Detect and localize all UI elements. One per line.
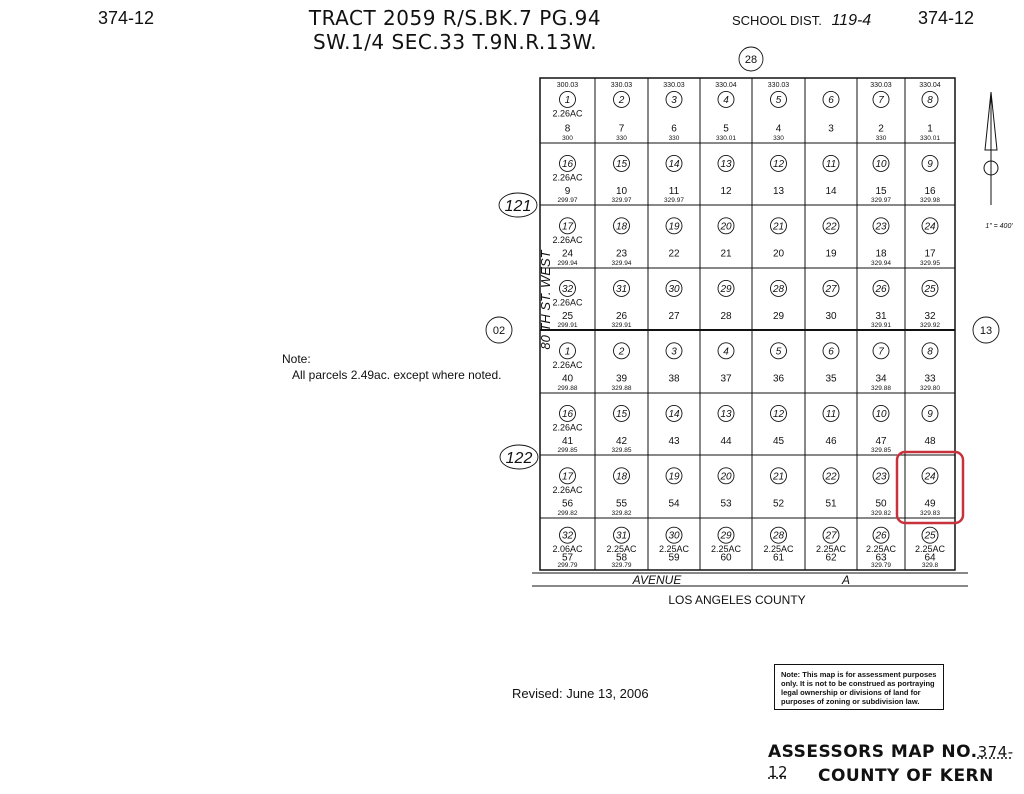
parcel-grid (540, 78, 963, 570)
parcel-number: 22 (825, 221, 837, 233)
parcel-number: 24 (924, 471, 936, 483)
parcel-number: 27 (825, 530, 837, 542)
parcel-number: 15 (615, 158, 628, 170)
map-frame (540, 78, 955, 570)
parcel-number: 21 (772, 221, 785, 233)
lot-number: 27 (668, 310, 680, 322)
parcel-acreage: 2.26AC (552, 297, 583, 308)
parcel-number: 11 (825, 158, 837, 170)
parcel-number: 6 (828, 346, 834, 358)
lot-dimension: 329.97 (871, 197, 891, 204)
lot-dimension: 329.85 (611, 447, 632, 454)
parcel-number: 29 (720, 283, 732, 295)
top-dimension: 330.03 (663, 82, 685, 89)
adjacent-map-left-upper-label: 121 (504, 198, 532, 215)
lot-number: 38 (668, 373, 680, 385)
lot-number: 22 (668, 248, 680, 260)
lot-number: 55 (615, 498, 628, 510)
parcel-number: 20 (720, 471, 732, 483)
lot-number: 63 (875, 552, 887, 564)
lot-number: 17 (924, 248, 936, 260)
lot-dimension: 300 (562, 135, 573, 142)
adjacent-map-left-upper (499, 193, 537, 217)
parcel-number: 21 (772, 471, 785, 483)
revised-date: Revised: June 13, 2006 (512, 686, 649, 701)
lot-dimension: 330.01 (920, 135, 940, 142)
school-district-label: SCHOOL DIST. (732, 13, 822, 28)
parcel-number: 14 (668, 408, 680, 420)
lot-number: 36 (772, 373, 785, 385)
parcel-number: 31 (615, 283, 628, 295)
lot-number: 7 (618, 123, 625, 135)
lot-dimension: 329.88 (871, 385, 891, 392)
lot-number: 10 (615, 185, 628, 197)
lot-dimension: 299.97 (557, 197, 578, 204)
lot-number: 62 (825, 552, 837, 564)
lot-dimension: 329.8 (921, 562, 939, 569)
adjacent-map-top (739, 47, 763, 71)
parcel-number: 20 (720, 221, 732, 233)
parcel-number: 16 (561, 158, 574, 170)
lot-number: 16 (924, 185, 936, 197)
lot-number: 30 (825, 310, 837, 322)
parcel-number: 1 (564, 346, 571, 358)
parcel-number: 17 (561, 221, 574, 233)
top-dimension: 330.04 (919, 82, 941, 89)
lot-dimension: 329.80 (920, 385, 940, 392)
lot-number: 53 (720, 498, 732, 510)
lot-number: 39 (615, 373, 628, 385)
top-dimension: 330.04 (715, 82, 737, 89)
lot-number: 2 (878, 123, 884, 135)
lot-number: 45 (772, 435, 785, 447)
parcel-acreage: 2.26AC (552, 234, 583, 245)
parcel-acreage: 2.25AC (815, 544, 847, 555)
parcel-acreage: 2.25AC (914, 544, 946, 555)
parcel-number: 8 (927, 94, 933, 106)
lot-number: 12 (720, 185, 732, 197)
lot-number: 15 (875, 185, 887, 197)
parcel-number: 1 (564, 94, 571, 106)
parcel-number: 19 (668, 471, 680, 483)
lot-number: 24 (561, 248, 574, 260)
parcel-acreage: 2.26AC (552, 359, 583, 370)
lot-dimension: 299.88 (557, 385, 578, 392)
lot-number: 21 (720, 248, 732, 260)
street-label-west: 80 TH ST. WEST (538, 250, 553, 350)
parcel-number: 26 (875, 283, 887, 295)
parcel-number: 10 (875, 408, 887, 420)
parcel-acreage: 2.25AC (658, 544, 690, 555)
lot-number: 9 (564, 185, 571, 197)
note-heading: Note: (282, 352, 311, 366)
lot-dimension: 329.94 (611, 260, 632, 267)
parcel-number: 24 (924, 221, 936, 233)
lot-number: 50 (875, 498, 887, 510)
parcel-number: 31 (615, 530, 628, 542)
lot-dimension: 329.97 (664, 197, 684, 204)
parcel-acreage: 2.26AC (552, 172, 583, 183)
lot-dimension: 329.98 (920, 197, 940, 204)
lot-number: 1 (927, 123, 933, 135)
lot-dimension: 330 (875, 135, 887, 142)
parcel-number: 17 (561, 471, 574, 483)
parcel-number: 32 (561, 283, 574, 295)
adjacent-map-east (973, 317, 999, 343)
lot-number: 31 (875, 310, 887, 322)
parcel-number: 13 (720, 408, 732, 420)
top-dimension: 330.03 (610, 82, 633, 89)
top-dimension: 330.03 (870, 82, 892, 89)
parcel-acreage: 2.25AC (763, 544, 794, 555)
parcel-acreage: 2.06AC (552, 544, 583, 555)
north-arrow (984, 92, 1013, 230)
parcel-number: 28 (772, 283, 785, 295)
lot-dimension: 329.92 (920, 322, 940, 329)
parcel-number: 9 (927, 158, 933, 170)
lot-dimension: 330 (616, 135, 627, 142)
parcel-number: 22 (825, 471, 837, 483)
map-number-value: 374-12 (768, 743, 1014, 781)
parcel-number: 5 (775, 346, 782, 358)
parcel-number: 25 (924, 530, 936, 542)
lot-number: 42 (615, 435, 628, 447)
lot-dimension: 299.85 (557, 447, 578, 454)
street-label-south: AVENUE (632, 573, 682, 587)
lot-dimension: 329.79 (871, 562, 891, 569)
adjacent-map-west (486, 317, 512, 343)
top-dimension: 330.03 (767, 82, 790, 89)
parcel-number: 12 (772, 158, 785, 170)
lot-number: 32 (924, 310, 936, 322)
lot-number: 25 (561, 310, 574, 322)
lot-dimension: 299.94 (557, 260, 578, 267)
parcel-number: 30 (668, 530, 680, 542)
parcel-number: 26 (875, 530, 887, 542)
parcel-number: 13 (720, 158, 732, 170)
map-code-right: 374-12 (918, 8, 975, 28)
parcel-number: 12 (772, 408, 785, 420)
parcel-number: 25 (924, 283, 936, 295)
lot-number: 60 (720, 552, 732, 564)
title-line-1: TRACT 2059 R/S.BK.7 PG.94 (308, 6, 602, 30)
parcel-acreage: 2.25AC (606, 544, 637, 555)
lot-dimension: 299.91 (557, 322, 578, 329)
lot-number: 46 (825, 435, 837, 447)
parcel-number: 8 (927, 346, 933, 358)
lot-dimension: 299.79 (557, 562, 578, 569)
disclaimer-box: Note: This map is for assessment purposes only. It is not to be construed as portraying legal ownership or divisions of land for purposes of zoning or subdivision law. (774, 664, 944, 710)
lot-number: 52 (772, 498, 785, 510)
lot-dimension: 329.82 (871, 510, 891, 517)
adjacent-map-west-label: 02 (492, 325, 506, 337)
parcel-acreage: 2.25AC (865, 544, 897, 555)
parcel-number: 7 (878, 346, 884, 358)
lot-dimension: 330 (668, 135, 680, 142)
parcel-number: 18 (615, 471, 628, 483)
adjacent-map-east-label: 13 (979, 325, 993, 337)
lot-number: 28 (720, 310, 732, 322)
county-label-below: LOS ANGELES COUNTY (668, 593, 806, 607)
adjacent-map-left-lower (500, 445, 538, 469)
lot-number: 5 (723, 123, 729, 135)
lot-dimension: 330.01 (716, 135, 736, 142)
map-code-left: 374-12 (98, 8, 155, 28)
lot-number: 8 (564, 123, 571, 135)
lot-number: 64 (924, 552, 936, 564)
parcel-number: 10 (875, 158, 887, 170)
parcel-acreage: 2.26AC (552, 484, 583, 495)
parcel-number: 2 (618, 346, 625, 358)
lot-number: 13 (772, 185, 785, 197)
parcel-acreage: 2.26AC (552, 108, 583, 119)
lot-dimension: 329.85 (871, 447, 891, 454)
lot-number: 23 (615, 248, 628, 260)
street-label-south-suffix: A (841, 573, 851, 587)
lot-dimension: 329.83 (920, 510, 940, 517)
lot-number: 14 (825, 185, 837, 197)
parcel-number: 28 (772, 530, 785, 542)
lot-number: 11 (668, 185, 680, 197)
parcel-number: 3 (671, 346, 677, 358)
parcel-number: 18 (615, 221, 628, 233)
lot-number: 35 (825, 373, 837, 385)
lot-number: 48 (924, 435, 936, 447)
lot-number: 57 (561, 552, 574, 564)
lot-number: 19 (825, 248, 837, 260)
lot-dimension: 329.97 (611, 197, 632, 204)
parcel-number: 23 (875, 221, 887, 233)
lot-dimension: 330 (773, 135, 784, 142)
lot-number: 3 (828, 123, 834, 135)
parcel-number: 5 (775, 94, 782, 106)
lot-number: 59 (668, 552, 680, 564)
lot-number: 58 (615, 552, 628, 564)
parcel-number: 6 (828, 94, 834, 106)
parcel-number: 15 (615, 408, 628, 420)
lot-dimension: 329.79 (611, 562, 632, 569)
parcel-number: 23 (875, 471, 887, 483)
lot-number: 43 (668, 435, 680, 447)
adjacent-map-left-lower-label: 122 (505, 450, 533, 467)
lot-number: 54 (668, 498, 680, 510)
lot-dimension: 329.82 (611, 510, 632, 517)
lot-number: 26 (615, 310, 628, 322)
note-text: All parcels 2.49ac. except where noted. (292, 368, 502, 382)
county-name: COUNTY OF KERN (818, 766, 994, 786)
lot-number: 40 (561, 373, 574, 385)
lot-number: 20 (772, 248, 785, 260)
map-scale: 1" = 400' (985, 223, 1013, 230)
lot-dimension: 329.95 (920, 260, 940, 267)
lot-number: 4 (775, 123, 782, 135)
lot-dimension: 329.94 (871, 260, 891, 267)
parcel-number: 7 (878, 94, 884, 106)
lot-number: 56 (561, 498, 574, 510)
parcel-number: 16 (561, 408, 574, 420)
parcel-number: 14 (668, 158, 680, 170)
parcel-number: 9 (927, 408, 933, 420)
parcel-number: 19 (668, 221, 680, 233)
lot-number: 33 (924, 373, 936, 385)
lot-number: 29 (772, 310, 785, 322)
lot-dimension: 329.91 (611, 322, 632, 329)
parcel-number: 11 (825, 408, 837, 420)
parcel-number: 29 (720, 530, 732, 542)
parcel-number: 3 (671, 94, 677, 106)
lot-dimension: 329.91 (871, 322, 891, 329)
parcel-number: 30 (668, 283, 680, 295)
parcel-number: 27 (825, 283, 837, 295)
parcel-number: 4 (723, 94, 729, 106)
parcel-acreage: 2.25AC (710, 544, 742, 555)
lot-number: 41 (561, 435, 574, 447)
parcel-number: 32 (561, 530, 574, 542)
map-number-label: ASSESSORS MAP NO. (768, 742, 978, 762)
lot-dimension: 299.82 (557, 510, 578, 517)
title-line-2: SW.1/4 SEC.33 T.9N.R.13W. (312, 30, 598, 54)
lot-number: 6 (671, 123, 677, 135)
lot-number: 61 (772, 552, 785, 564)
top-dimension: 300.03 (556, 82, 579, 89)
lot-number: 49 (924, 498, 936, 510)
lot-number: 18 (875, 248, 887, 260)
adjacent-map-top-label: 28 (744, 54, 758, 66)
parcel-number: 4 (723, 346, 729, 358)
lot-number: 47 (875, 435, 887, 447)
school-district-value: 119-4 (831, 12, 872, 29)
parcel-number: 2 (618, 94, 625, 106)
lot-number: 37 (720, 373, 732, 385)
lot-number: 34 (875, 373, 887, 385)
lot-dimension: 329.88 (611, 385, 632, 392)
lot-number: 51 (825, 498, 837, 510)
parcel-acreage: 2.26AC (552, 422, 583, 433)
lot-number: 44 (720, 435, 732, 447)
